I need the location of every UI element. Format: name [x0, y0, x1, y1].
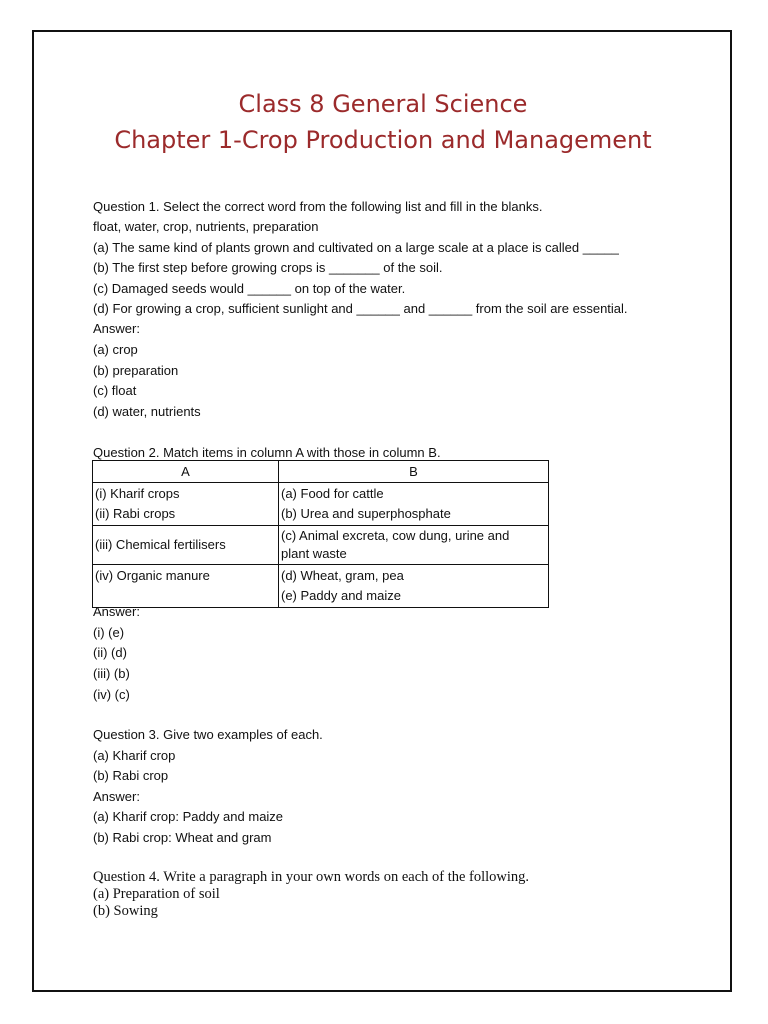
q1-item-b: (b) The first step before growing crops is _______ of the soil.	[93, 260, 443, 275]
table-cell	[279, 526, 549, 565]
cell-line: (iv) Organic manure	[95, 568, 210, 583]
q3-answer-b: (b) Rabi crop: Wheat and gram	[93, 830, 272, 845]
q1-item-a: (a) The same kind of plants grown and cultivated on a large scale at a place is called _____	[93, 240, 619, 255]
q2-answer-ii: (ii) (d)	[93, 645, 127, 660]
q1-answer-label: Answer:	[93, 321, 140, 336]
q1-answer-d: (d) water, nutrients	[93, 404, 201, 419]
cell-line: (b) Urea and superphosphate	[281, 506, 451, 521]
q3-question: Question 3. Give two examples of each.	[93, 727, 323, 742]
table-row	[93, 526, 549, 565]
document-title: Class 8 General Science	[238, 90, 528, 118]
table-cell	[279, 483, 549, 526]
q3-answer-a: (a) Kharif crop: Paddy and maize	[93, 809, 284, 824]
table-row	[93, 565, 549, 608]
table-cell	[93, 565, 279, 608]
table-cell	[93, 526, 279, 565]
q2-answer-i: (i) (e)	[93, 625, 125, 640]
q2-answer-label: Answer:	[93, 604, 140, 619]
cell-line: (e) Paddy and maize	[281, 588, 401, 603]
cell-line: (i) Kharif crops	[95, 486, 180, 501]
q4-question: Question 4. Write a paragraph in your own words on each of the following.	[93, 869, 530, 885]
q1-answer-c: (c) float	[93, 383, 137, 398]
q3-item-b: (b) Rabi crop	[93, 768, 169, 783]
cell-line: (a) Food for cattle	[281, 486, 384, 501]
q4-item-a: (a) Preparation of soil	[93, 886, 220, 902]
table-row	[93, 483, 549, 526]
match-table	[92, 460, 549, 608]
q2-question: Question 2. Match items in column A with those in column B.	[93, 445, 441, 460]
cell-line: (c) Animal excreta, cow dung, urine and	[281, 528, 510, 543]
column-b-header: B	[279, 461, 549, 483]
cell-line: plant waste	[281, 546, 347, 561]
cell-line: (iii) Chemical fertilisers	[95, 537, 226, 552]
table-cell	[93, 483, 279, 526]
q1-answer-b: (b) preparation	[93, 363, 179, 378]
table-cell	[279, 565, 549, 608]
q2-answer-iv: (iv) (c)	[93, 687, 130, 702]
column-a-header: A	[93, 461, 279, 483]
match-table-header	[93, 461, 549, 483]
q4-item-b: (b) Sowing	[93, 903, 158, 919]
q2-answer-iii: (iii) (b)	[93, 666, 130, 681]
cell-line: (ii) Rabi crops	[95, 506, 176, 521]
q3-answer-label: Answer:	[93, 789, 140, 804]
q3-item-a: (a) Kharif crop	[93, 748, 176, 763]
q1-item-d: (d) For growing a crop, sufficient sunlight and ______ and ______ from the soil are essential.	[93, 301, 628, 316]
q1-word-list: float, water, crop, nutrients, preparation	[93, 219, 319, 234]
chapter-title: Chapter 1-Crop Production and Management	[114, 126, 652, 154]
cell-line: (d) Wheat, gram, pea	[281, 568, 404, 583]
q1-question: Question 1. Select the correct word from the following list and fill in the blanks.	[93, 199, 543, 214]
q1-answer-a: (a) crop	[93, 342, 138, 357]
q1-item-c: (c) Damaged seeds would ______ on top of the water.	[93, 281, 406, 296]
